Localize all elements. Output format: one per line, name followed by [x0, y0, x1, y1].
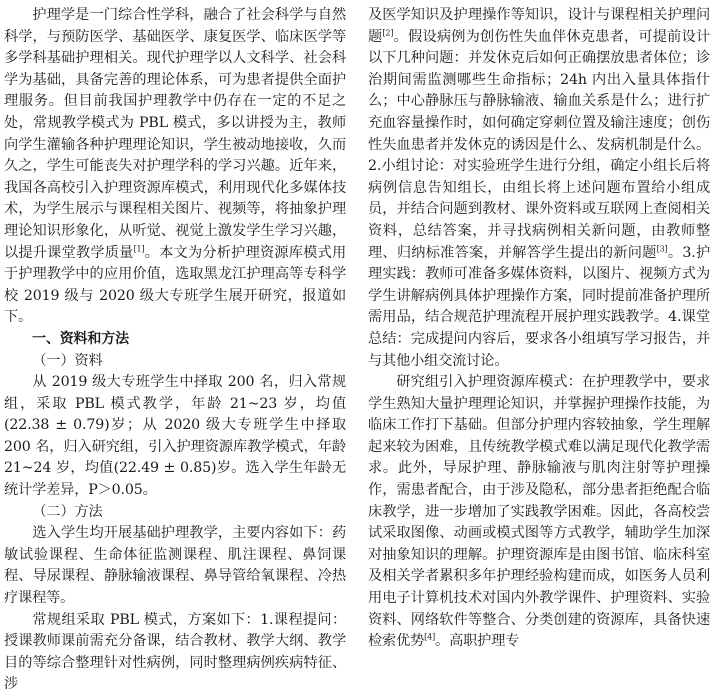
- method-paragraph: 选入学生均开展基础护理教学，主要内容如下：药敏试验课程、生命体征监测课程、肌注课程、鼻饲课程、导尿课程、静脉输液课程、鼻导管给氧课程、冷热疗课程等。: [4, 525, 346, 607]
- intro-paragraph: 护理学是一门综合性学科，融合了社会科学与自然科学，与预防医学、基础医学、康复医学、临床医学等多学科基础护理相关。现代护理学以人文科学、社会科学为基础，具备完善的理论体系，可为患者提供全面护理服务。但目前我国护理教学中仍存在一定的不足之处，常规教学模式为 PBL 模式，多以讲授为主，教师向学生灌输各种护理理论知识，学生被动地接收，久而久之，学生可能丧失对护理学科的学习兴趣。近年来，我国各高校引入护理资源库模式，利用现代化多媒体技术，为学生展示与课程相关图片、视频等，将抽象护理理论知识形象化，从听觉、视觉上激发学生学习兴趣，以提升课堂教学质量[1]。本文为分析护理资源库模式用于护理教学中的应用价值，选取黑龙江护理高等专科学校 2019 级与 2020 级大专班学生展开研究，报道如下。: [4, 7, 346, 326]
- right-column: [368, 5, 710, 653]
- left-column: [4, 5, 346, 696]
- citation-2: [2]: [382, 27, 394, 37]
- data-paragraph: 从 2019 级大专班学生中择取 200 名，归入常规组，采取 PBL 模式教学，年龄 21~23 岁，均值(22.38 ± 0.79)岁；从 2020 级大专班学生中择取 200 名，归入研究组，引入护理资源库教学模式，年龄 21~24 岁，均值(22.49 ± 0.85)岁。选入学生年龄无统计学差异，P＞0.05。: [4, 374, 346, 499]
- subsection-heading-materials: （一）资料: [32, 352, 103, 369]
- citation-1: [1]: [133, 243, 145, 253]
- citation-4: [4]: [424, 632, 436, 642]
- section-heading-materials-methods: 一、资料和方法: [32, 330, 129, 347]
- pbl-paragraph-continued: 及医学知识及护理操作等知识，设计与课程相关护理问题[2]。假设病例为创伤性失血伴休克患者，可提前设计以下几种问题：并发休克后如何正确摆放患者体位；诊治期间需监测哪些生命指标；24h 内出入量具体指什么；中心静脉压与静脉输液、输血关系是什么；进行扩充血容量操作时，如何确定穿刺位置及输注速度；创伤性失血患者并发休克的诱因是什么、发病机制是什么。2.小组讨论：对实验班学生进行分组，确定小组长后将病例信息告知组长，由组长将上述问题布置给小组成员，并结合问题到教材、课外资料或互联网上查阅相关资料，总结答案，并寻找病例相关新问题，由教师整理、归纳标准答案，并解答学生提出的新问题[3]。3.护理实践：教师可准备多媒体资料，以图片、视频方式为学生讲解病例具体护理操作方案，同时提前准备护理所需用品，结合规范护理流程开展护理实践教学。4.课堂总结：完成提问内容后，要求各小组填写学习报告，并与其他小组交流讨论。: [368, 7, 711, 369]
- research-group-paragraph: 研究组引入护理资源库模式：在护理教学中，要求学生熟知大量护理理论知识，并掌握护理操作技能，为临床工作打下基础。但部分护理内容较抽象，学生理解起来较为困难，且传统教学模式难以满足现代化教学需求。此外，导尿护理、静脉输液与肌肉注射等护理操作，需患者配合，由于涉及隐私，部分患者拒绝配合临床教学，进一步增加了实践教学困难。因此，各高校尝试采取图像、动画或模式图等方式教学，辅助学生加深对抽象知识的理解。护理资源库是由图书馆、临床科室及相关学者累积多年护理经验构建而成，如医务人员利用电子计算机技术对国内外教学课件、护理资料、实验资料、网络软件等整合、分类创建的资源库，具备快速检索优势[4]。高职护理专: [368, 374, 710, 650]
- citation-3: [3]: [656, 243, 668, 253]
- subsection-heading-methods: （二）方法: [32, 503, 103, 520]
- pbl-paragraph: 常规组采取 PBL 模式，方案如下：1.课程提问：授课教师课前需充分备课，结合教材、教学大纲、教学目的等综合整理针对性病例，同时整理病例疾病特征、涉: [4, 611, 346, 693]
